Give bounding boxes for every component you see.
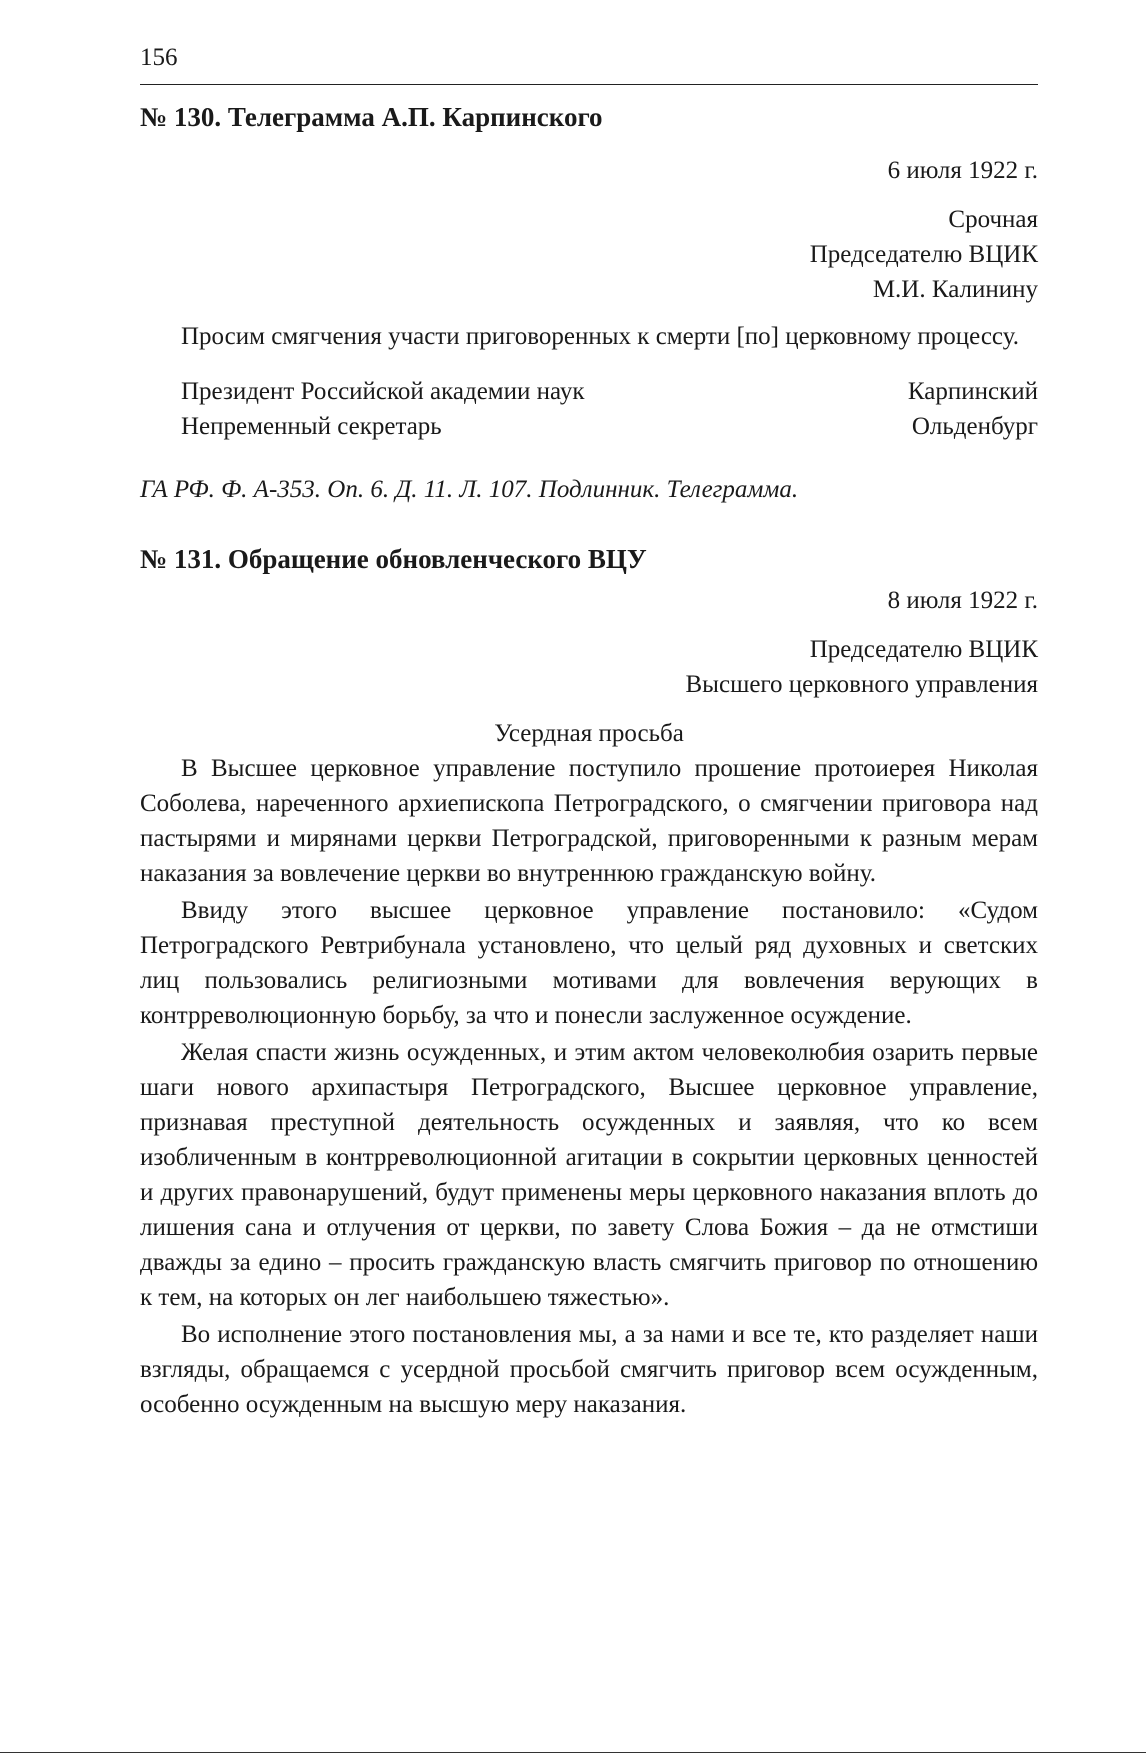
- document-130-heading: № 130. Телеграмма А.П. Карпинского: [140, 102, 603, 132]
- address-line: М.И. Калинину: [872, 276, 1038, 303]
- document-130-address: [140, 202, 1038, 307]
- document-131-paragraph: Ввиду этого высшее церковное управление постановило: «Судом Петроградского Ревтрибунала установлено, что целый ряд духовных и светских лиц пользовались религиозными мотивами для вовлечения верующих в контрреволюционную борьбу, за что и понесли заслуженное осуждение.: [140, 897, 1038, 1029]
- document-130-source: ГА РФ. Ф. А-353. Оп. 6. Д. 11. Л. 107. Подлинник. Телеграмма.: [140, 476, 799, 503]
- document-130-body: Просим смягчения участи приговоренных к смерти [по] церковному процессу.: [181, 323, 1019, 350]
- document-130-signatures: [140, 374, 1038, 444]
- page-number: 156: [140, 44, 178, 71]
- document-131-paragraph: Во исполнение этого постановления мы, а за нами и все те, кто разделяет наши взгляды, обращаемся с усердной просьбой смягчить приговор всем осужденным, особенно осужденным на высшую меру наказания.: [140, 1321, 1038, 1418]
- document-131-paragraph: В Высшее церковное управление поступило прошение протоиерея Николая Соболева, нареченного архиепископа Петроградского, о смягчении приговора над пастырями и мирянами церкви Петроградской, приговоренными к разным мерам наказания за вовлечение церкви во внутреннюю гражданскую войну.: [140, 755, 1038, 887]
- document-130-date: 6 июля 1922 г.: [887, 157, 1038, 184]
- document-131-title: Усердная просьба: [494, 720, 684, 747]
- address-line: Председателю ВЦИК: [809, 241, 1038, 268]
- header-rule: [140, 84, 1038, 85]
- signature-name: Ольденбург: [911, 413, 1038, 440]
- document-131-paragraph: Желая спасти жизнь осужденных, и этим актом человеколюбия озарить первые шаги нового архипастыря Петроградского, Высшее церковное управление, признавая преступной деятельность осужденных и заявляя, что ко всем изобличенным в контрреволюционной агитации в сокрытии церковных ценностей и других правонарушений, будут применены меры церковного наказания вплоть до лишения сана и отлучения от церкви, по завету Слова Божия – да не отмстиши дважды за едино – просить гражданскую власть смягчить приговор по отношению к тем, на которых он лег наибольшею тяжестью».: [140, 1039, 1038, 1311]
- document-131: [140, 539, 1038, 1422]
- signature-role: Непременный секретарь: [181, 413, 442, 440]
- signature-role: Президент Российской академии наук: [181, 378, 585, 405]
- address-line: Председателю ВЦИК: [809, 636, 1038, 663]
- document-131-address: [140, 632, 1038, 702]
- document-131-heading: № 131. Обращение обновленческого ВЦУ: [140, 544, 647, 574]
- address-line: Срочная: [948, 206, 1038, 233]
- bottom-edge-line: [0, 1752, 1146, 1753]
- document-page: [140, 40, 1038, 1422]
- document-131-date: 8 июля 1922 г.: [887, 587, 1038, 614]
- signature-row: [140, 374, 1038, 409]
- signature-row: [140, 409, 1038, 444]
- document-130: [140, 97, 1038, 507]
- signature-name: Карпинский: [907, 378, 1038, 405]
- address-line: Высшего церковного управления: [685, 671, 1038, 698]
